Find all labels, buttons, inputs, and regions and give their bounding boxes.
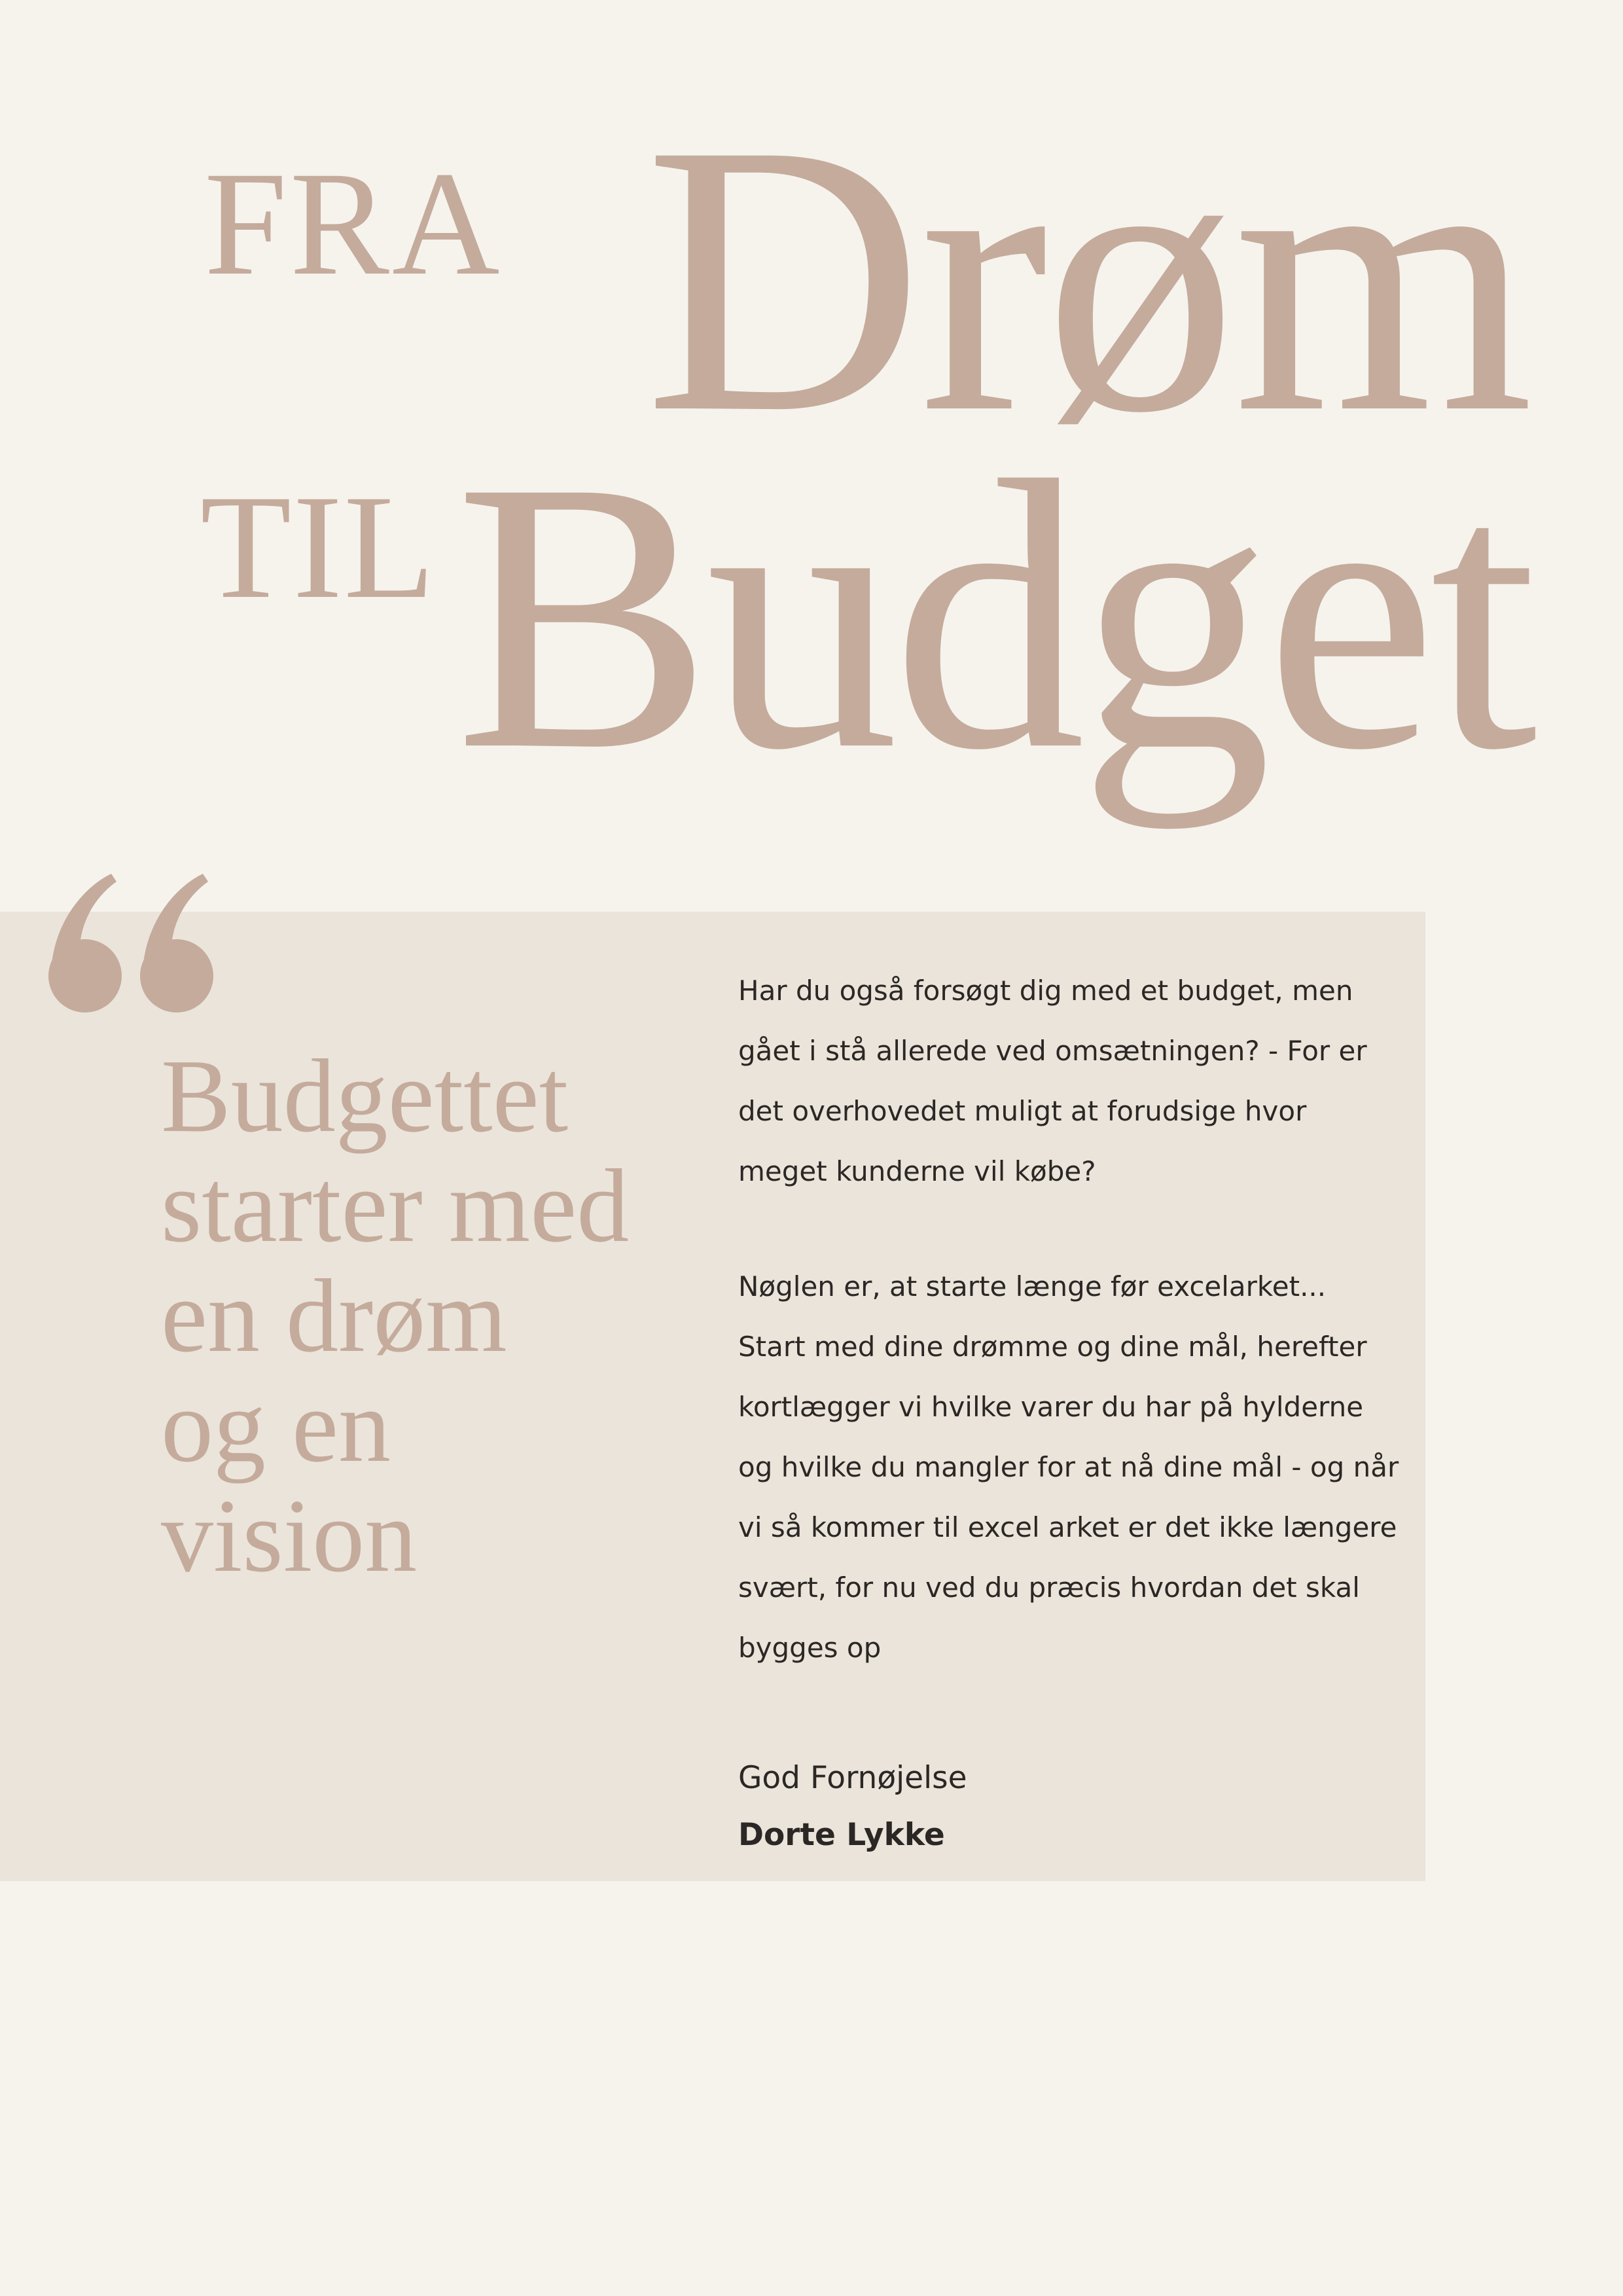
title-word-budget: Budget	[455, 401, 1531, 829]
opening-quote-icon	[41, 867, 230, 1018]
signature-greeting: God Fornøjelse	[738, 1760, 967, 1796]
signature-author: Dorte Lykke	[738, 1817, 945, 1853]
title-word-drom: Drøm	[645, 64, 1530, 492]
title-word-fra: FRA	[204, 141, 503, 306]
title-word-til: TIL	[200, 465, 437, 630]
body-paragraph-2: Nøglen er, at starte længe før excelarket... Start med dine drømme og dine mål, herefter kortlægger vi hvilke varer du har på hylderne og hvilke du mangler for at nå dine mål - og når vi så kommer til excel arket er det ikke længere svært, for nu ved du præcis hvordan det skal bygges op	[738, 1270, 1399, 1664]
pull-quote: Budgettet starter med en drøm og en vision	[161, 1037, 630, 1594]
body-copy	[738, 961, 1399, 1678]
body-paragraph-1: Har du også forsøgt dig med et budget, men gået i stå allerede ved omsætningen? - For er det overhovedet muligt at forudsige hvor meget kunderne vil købe?	[738, 975, 1367, 1187]
